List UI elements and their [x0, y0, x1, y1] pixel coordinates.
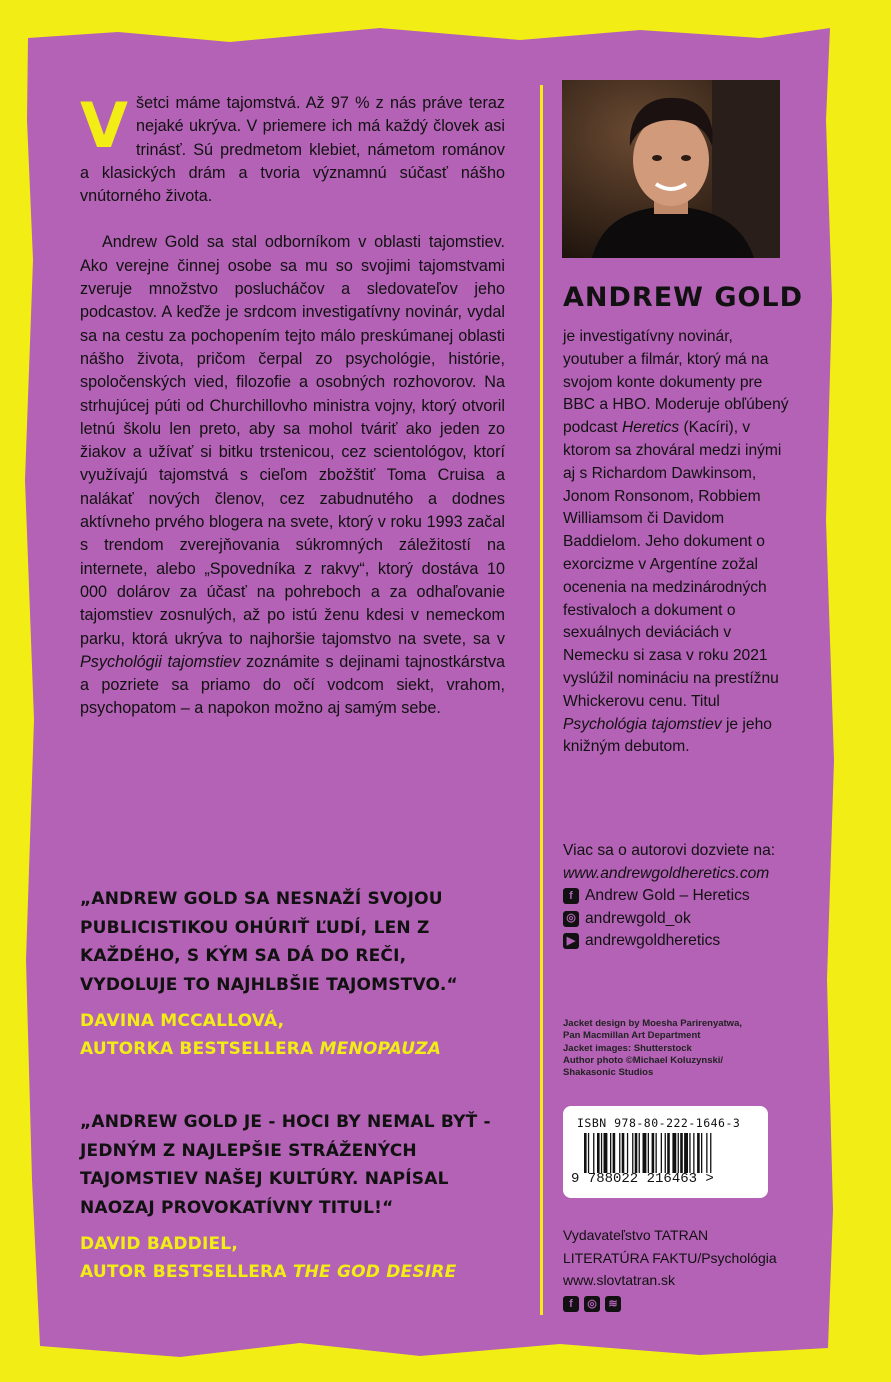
spotify-icon[interactable]: ≋ [605, 1296, 621, 1312]
youtube-label: andrewgoldheretics [585, 932, 721, 949]
intro-paragraph [80, 89, 505, 208]
author-role: AUTOR BESTSELLERA [80, 1262, 293, 1282]
links-intro: Viac sa o autorovi dozviete na: [563, 842, 776, 859]
book-title-italic: Psychológii tajomstiev [80, 652, 241, 671]
author-role: AUTORKA BESTSELLERA [80, 1039, 320, 1059]
social-instagram[interactable] [563, 908, 803, 931]
publisher-info [563, 1224, 803, 1292]
facebook-icon: f [563, 888, 579, 904]
facebook-icon[interactable]: f [563, 1296, 579, 1312]
youtube-icon: ▶ [563, 933, 579, 949]
author-name-line: DAVID BADDIEL, [80, 1234, 238, 1254]
quote-author [80, 1230, 500, 1286]
publisher-category: LITERATÚRA FAKTU/Psychológia [563, 1249, 777, 1266]
credit-line: Jacket design by Moesha Parirenyatwa, [563, 1018, 742, 1029]
author-book-title: THE GOD DESIRE [292, 1262, 457, 1282]
barcode-bars [584, 1133, 752, 1173]
intro-text: šetci máme tajomstvá. Až 97 % z nás práve teraz nejaké ukrýva. V priemere ich má každý človek asi trinásť. Sú predmetom klebiet, námetom románov a klasických drám a tvoria významnú súčasť nášho vnútorného života. [80, 94, 505, 206]
blurb-column [80, 89, 505, 721]
facebook-label: Andrew Gold – Heretics [585, 887, 750, 904]
credit-line: Shakasonic Studios [563, 1067, 654, 1079]
credit-line: Jacket images: Shutterstock [563, 1042, 692, 1054]
isbn-number: ISBN 978-80-222-1646-3 [577, 1116, 741, 1130]
social-youtube[interactable] [563, 930, 803, 953]
bio-text: je investigatívny novinár, youtuber a filmár, ktorý má na svojom konte dokumenty pre BBC a HBO. Moderuje obľúbený podcast [563, 328, 789, 437]
social-facebook[interactable] [563, 885, 803, 908]
author-name-line: DAVINA MCCALLOVÁ, [80, 1011, 285, 1031]
publisher-name: Vydavateľstvo TATRAN [563, 1227, 709, 1243]
jacket-credits [563, 1018, 803, 1079]
drop-cap: V [80, 89, 128, 162]
book-title: Psychológia tajomstiev [563, 715, 722, 733]
bio-text: (Kacíri), v ktorom sa zhováral medzi inými aj s Richardom Dawkinsom, Jonom Ronsonom, Robbiem Williamsom či Davidom Baddielom. Jeho dokument o exorcizme v Argentíne zožal ocenenia na medzinárodných festivaloch a dokument o sexuálnych deviáciách v Nemecku si zasa v roku 2021 vyslúžil nomináciu na prestížnu Whickerovu cenu. Titul [563, 419, 782, 710]
barcode-digits: 9 788022 216463 > [571, 1171, 714, 1187]
instagram-icon: ◎ [563, 911, 579, 927]
author-photo [562, 80, 780, 258]
instagram-icon[interactable]: ◎ [584, 1296, 600, 1312]
credit-line: Author photo ©Michael Koluzynski/ [563, 1054, 724, 1066]
author-book-title: MENOPAUZA [319, 1039, 442, 1059]
quote-baddiel [80, 1108, 500, 1286]
publisher-social-icons [563, 1296, 621, 1312]
column-divider [540, 85, 543, 1315]
quote-mccallova [80, 885, 500, 1063]
author-bio [563, 326, 793, 759]
credit-line: Pan Macmillan Art Department [563, 1030, 701, 1042]
quote-text: „ANDREW GOLD JE - HOCI BY NEMAL BYŤ - JEDNÝM Z NAJLEPŠIE STRÁŽENÝCH TAJOMSTIEV NAŠEJ KULTÚRY. NAPÍSAL NAOZAJ PROVOKATÍVNY TITUL!“ [80, 1112, 491, 1218]
bio-text: je jeho knižným debutom. [563, 715, 772, 756]
podcast-name: Heretics [621, 419, 680, 437]
publisher-website[interactable]: www.slovtatran.sk [563, 1272, 676, 1288]
quote-author [80, 1007, 500, 1063]
author-links [563, 840, 803, 953]
website-link[interactable]: www.andrewgoldheretics.com [563, 864, 770, 882]
instagram-label: andrewgold_ok [585, 909, 691, 927]
author-heading: ANDREW GOLD [563, 282, 804, 313]
main-paragraph [80, 231, 505, 720]
quote-text: „ANDREW GOLD SA NESNAŽÍ SVOJOU PUBLICISTIKOU OHÚRIŤ ĽUDÍ, LEN Z KAŽDÉHO, S KÝM SA DÁ DO REČI, VYDOLUJE TO NAJHLBŠIE TAJOMSTVO.“ [80, 889, 458, 995]
main-text-end: zoznámite s dejinami tajnostkárstva a pozriete sa priamo do očí vodcom siekt, vrahom, psychopatom – a napokon možno aj samým sebe. [80, 652, 505, 718]
main-text: Andrew Gold sa stal odborníkom v oblasti tajomstiev. Ako verejne činnej osobe sa mu so svojimi tajomstvami zveruje množstvo poslucháčov a sledovateľov jeho podcastov. A keďže je srdcom investigatívny novinár, vydal sa na cestu za pochopením tejto málo preskúmanej oblasti nášho života, pričom čerpal zo psychológie, histórie, spoločenských vied, filozofie a osobných rozhovorov. Na strhujúcej púti od Churchillovho ministra vojny, ktorý otvoril letnú školu len preto, aby sa mohol tváriť ako jeden zo žiakov a užívať si bitku trstenicou, cez scientológov, ktorí využívajú tajomstvá s cieľom zbožštiť Toma Cruisa a nalákať nových členov, cez zabudnutého a dodnes aktívneho prvého blogera na svete, ktorý v roku 1993 začal s trendom zverejňovania súkromných záležitostí na internete, alebo „Spovedníka z rakvy“, ktorý dostáva 10 000 dolárov za účasť na pohreboch a za odhaľovanie tajomstiev zosnulých, až po istú ženu kdesi v nemeckom parku, ktorá ukrýva to najhoršie tajomstvo na svete, sa v [80, 233, 505, 648]
